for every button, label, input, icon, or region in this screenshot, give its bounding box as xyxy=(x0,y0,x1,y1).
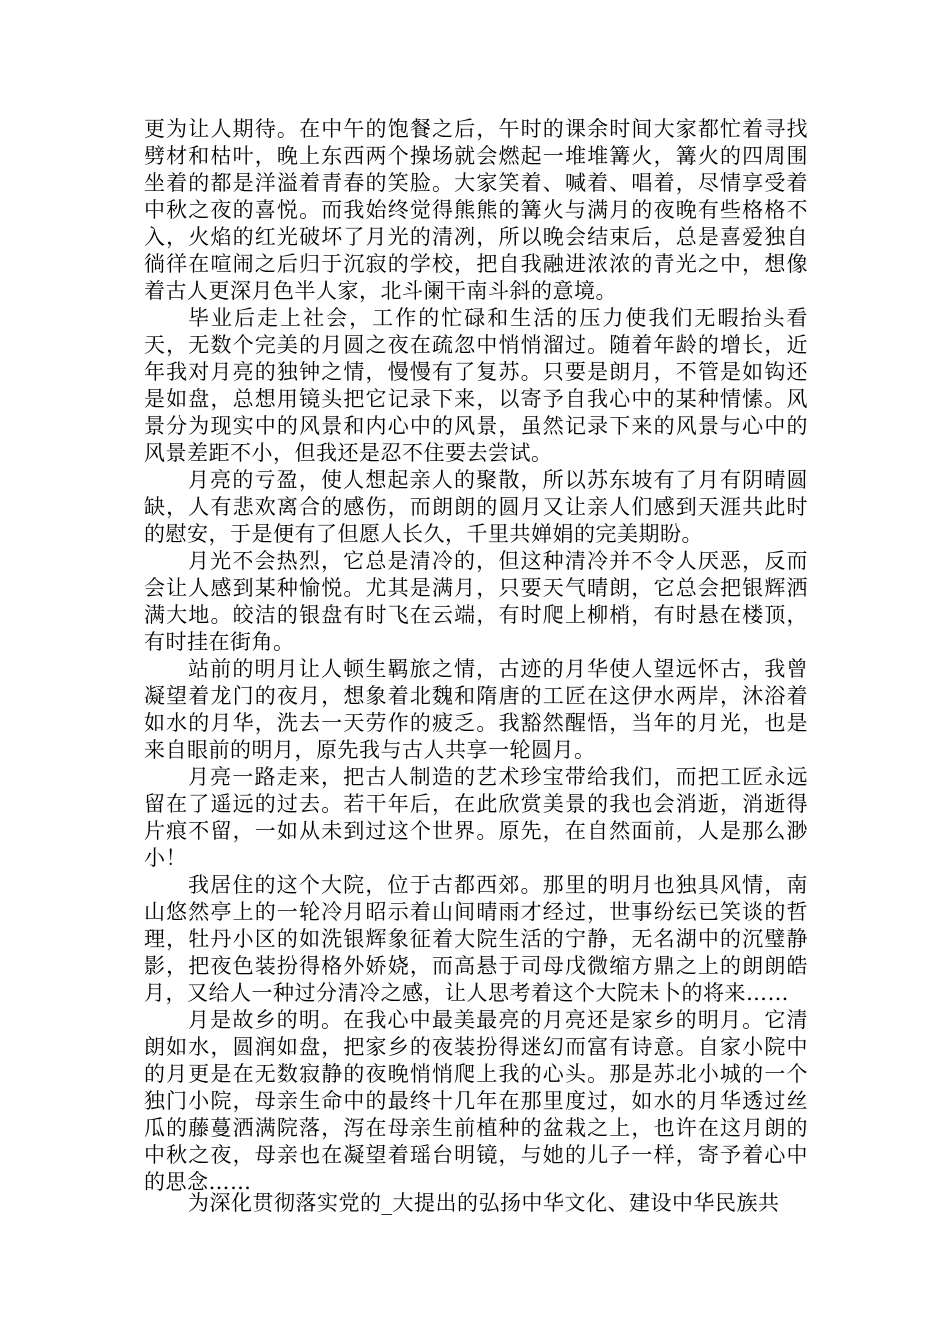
paragraph-8: 月是故乡的明。在我心中最美最亮的月亮还是家乡的明月。它清朗如水，圆润如盘，把家乡的夜装扮得迷幻而富有诗意。自家小院中的月更是在无数寂静的夜晚悄悄爬上我的心头。那是苏北小城的一个独门小院，母亲生命中的最终十几年在那里度过，如水的月华透过丝瓜的藤蔓洒满院落，泻在母亲生前植种的盆栽之上，也许在这月朗的中秋之夜，母亲也在凝望着瑶台明镜，与她的儿子一样，寄予着心中的思念…… xyxy=(144,1008,808,1194)
paragraph-4: 月光不会热烈，它总是清冷的，但这种清冷并不令人厌恶，反而会让人感到某种愉悦。尤其是满月，只要天气晴朗，它总会把银辉洒满大地。皎洁的银盘有时飞在云端，有时爬上柳梢，有时悬在楼顶，有时挂在街角。 xyxy=(144,549,808,654)
paragraph-6: 月亮一路走来，把古人制造的艺术珍宝带给我们，而把工匠永远留在了遥远的过去。若干年后，在此欣赏美景的我也会消逝，消逝得片痕不留，一如从未到过这个世界。原先，在自然面前，人是那么渺小！ xyxy=(144,765,808,870)
paragraph-5: 站前的明月让人顿生羁旅之情，古迹的月华使人望远怀古，我曾凝望着龙门的夜月，想象着北魏和隋唐的工匠在这伊水两岸，沐浴着如水的月华，洗去一天劳作的疲乏。我豁然醒悟，当年的月光，也是来自眼前的明月，原先我与古人共享一轮圆月。 xyxy=(144,657,808,762)
next-section xyxy=(144,1190,808,1217)
paragraph-1: 更为让人期待。在中午的饱餐之后，午时的课余时间大家都忙着寻找劈材和枯叶，晚上东西两个操场就会燃起一堆堆篝火，篝火的四周围坐着的都是洋溢着青春的笑脸。大家笑着、喊着、唱着，尽情享受着中秋之夜的喜悦。而我始终觉得熊熊的篝火与满月的夜晚有些格格不入，火焰的红光破坏了月光的清冽，所以晚会结束后，总是喜爱独自徜徉在喧闹之后归于沉寂的学校，把自我融进浓浓的青光之中，想像着古人更深月色半人家，北斗阑干南斗斜的意境。 xyxy=(144,117,808,303)
article-body xyxy=(144,116,808,1196)
paragraph-7: 我居住的这个大院，位于古都西郊。那里的明月也独具风情，南山悠然亭上的一轮冷月昭示着山间晴雨才经过，世事纷纭已笑谈的哲理，牡丹小区的如洗银辉象征着大院生活的宁静，无名湖中的沉璧静影，把夜色装扮得格外娇娆，而高悬于司母戊微缩方鼎之上的朗朗皓月，又给人一种过分清冷之感，让人思考着这个大院未卜的将来…… xyxy=(144,873,808,1005)
paragraph-2: 毕业后走上社会，工作的忙碌和生活的压力使我们无暇抬头看天，无数个完美的月圆之夜在疏忽中悄悄溜过。随着年龄的增长，近年我对月亮的独钟之情，慢慢有了复苏。只要是朗月，不管是如钩还是如盘，总想用镜头把它记录下来，以寄予自我心中的某种情愫。风景分为现实中的风景和内心中的风景，虽然记录下来的风景与心中的风景差距不小，但我还是忍不住要去尝试。 xyxy=(144,306,808,465)
next-section-opening-line: 为深化贯彻落实党的_大提出的弘扬中华文化、建设中华民族共 xyxy=(188,1191,780,1215)
paragraph-3: 月亮的亏盈，使人想起亲人的聚散，所以苏东坡有了月有阴晴圆缺，人有悲欢离合的感伤，而朗朗的圆月又让亲人们感到天涯共此时的慰安，于是便有了但愿人长久，千里共婵娟的完美期盼。 xyxy=(144,468,808,546)
